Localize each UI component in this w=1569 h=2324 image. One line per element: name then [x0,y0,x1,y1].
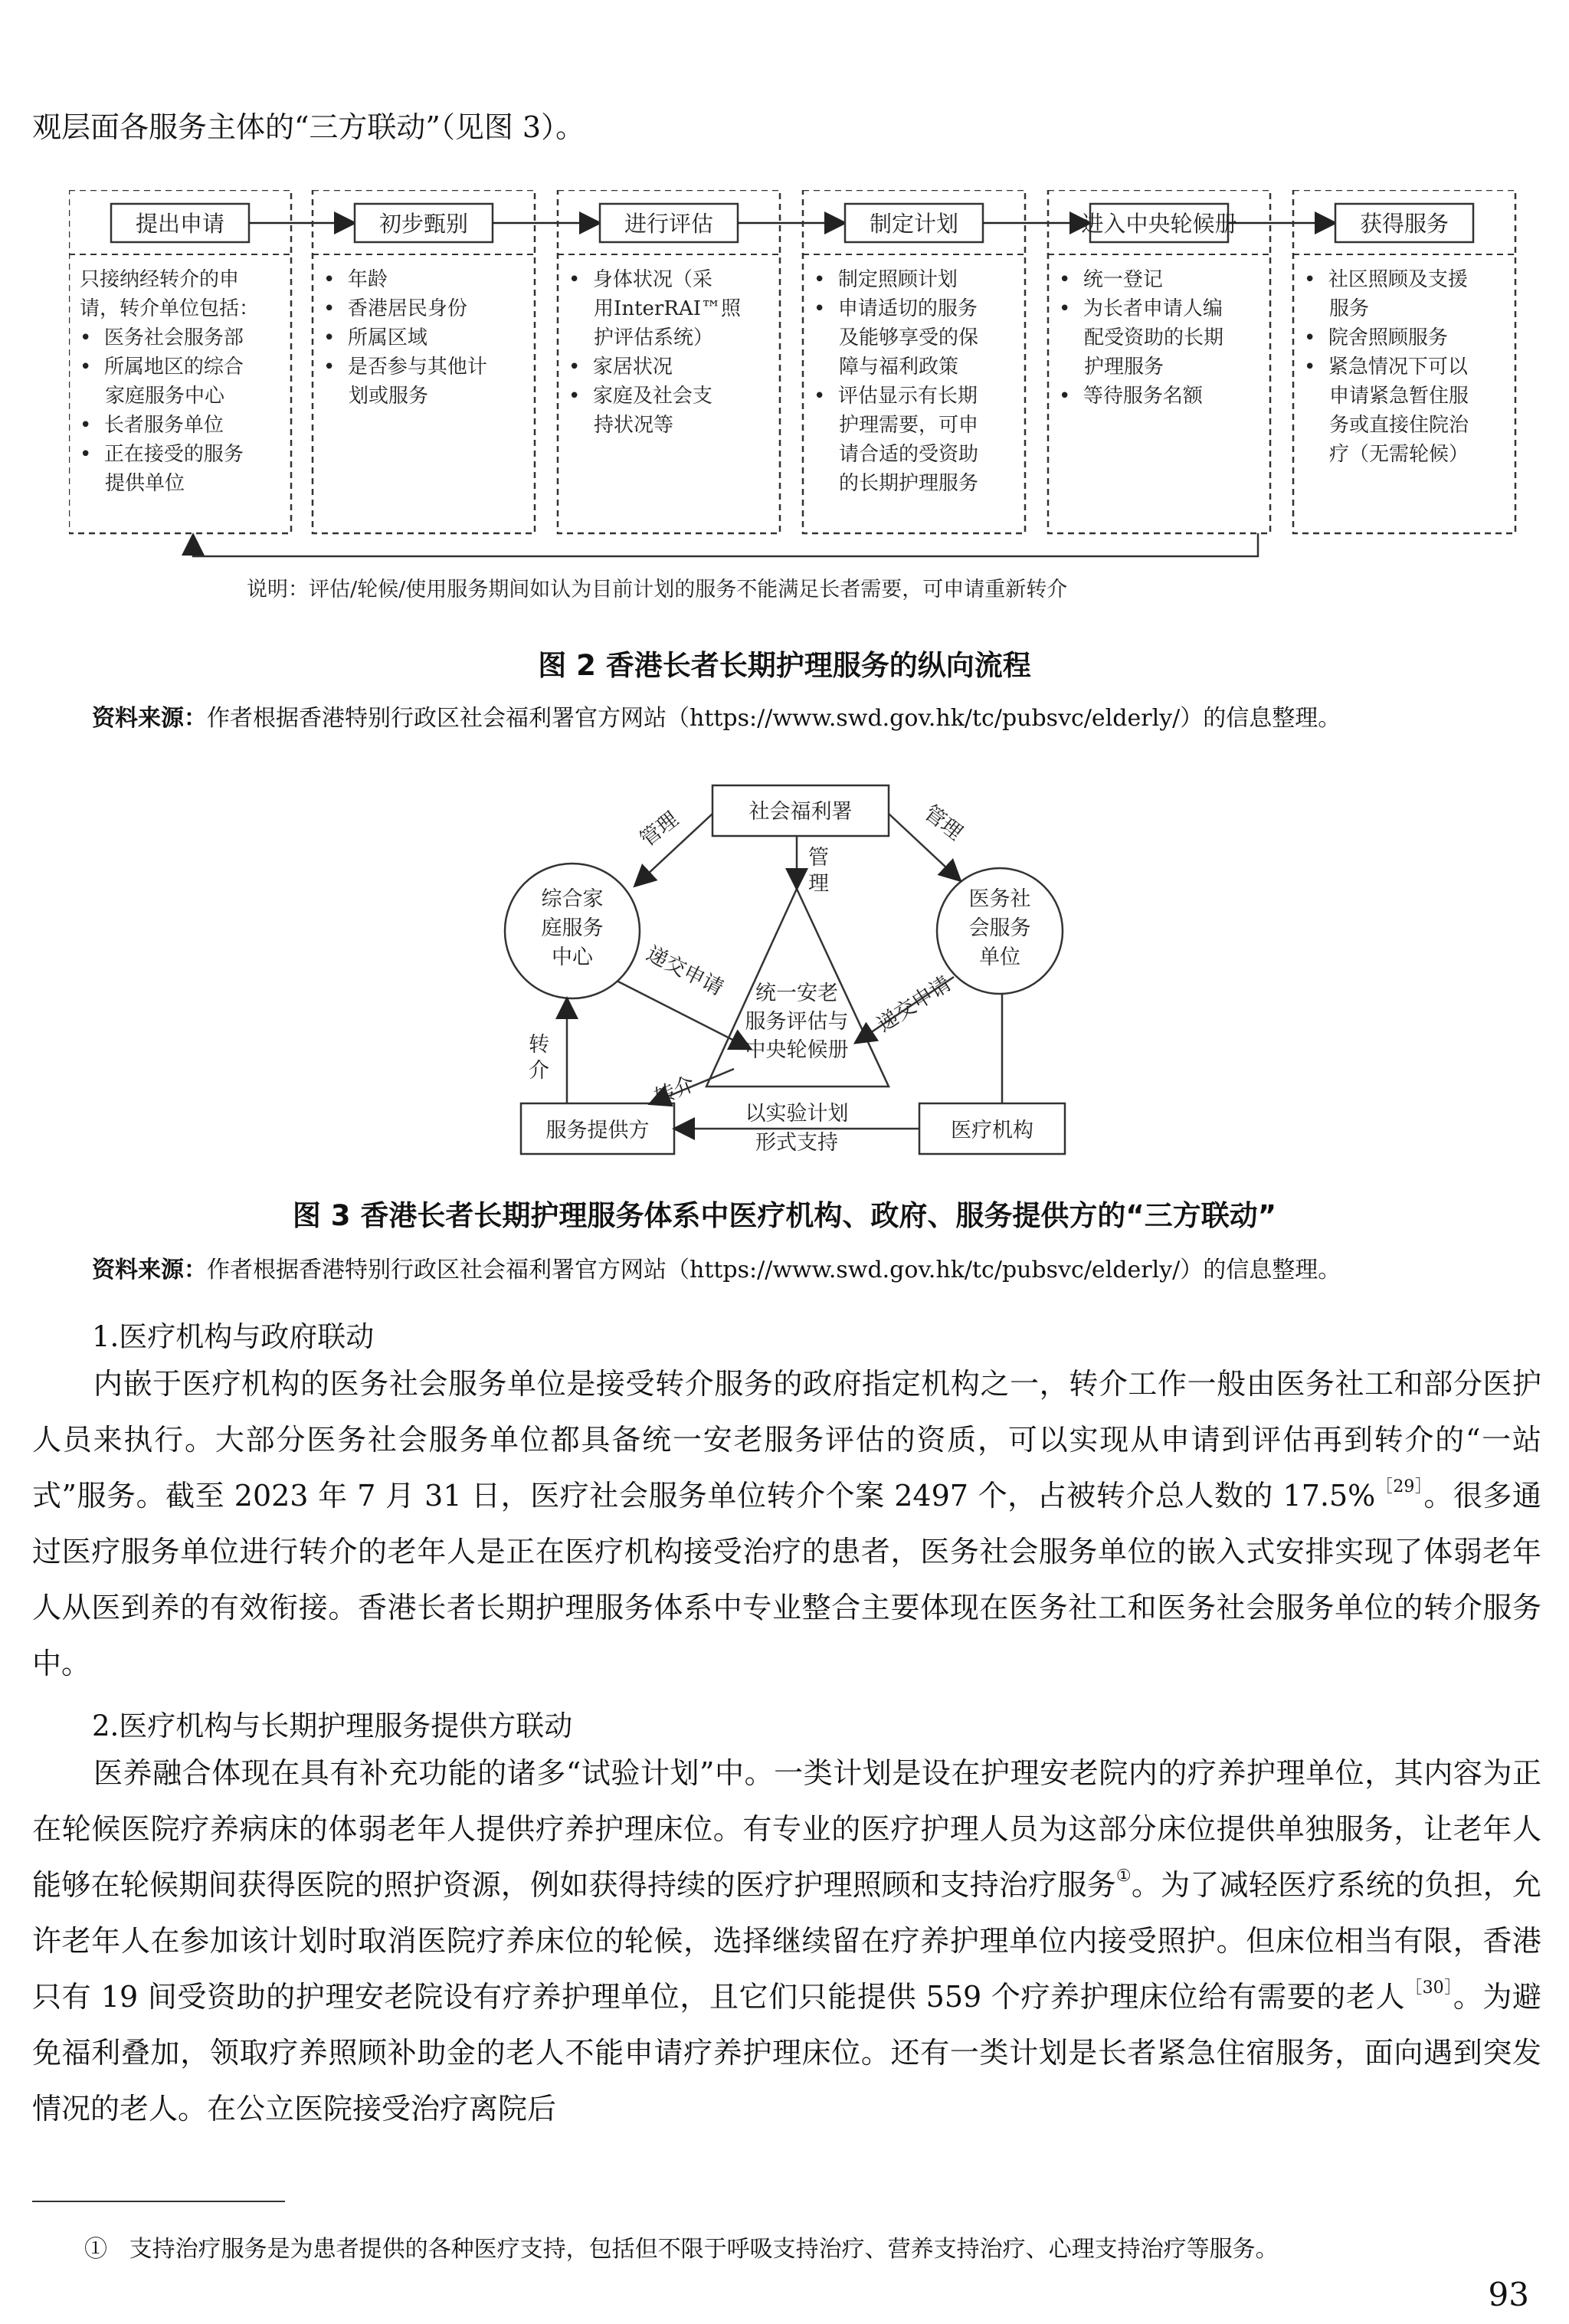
flow-step-6-line: 务或直接住院治 [1304,414,1469,437]
edge-label-referral-tri: 转介 [650,1072,699,1110]
edge-label-referral-left-2: 介 [529,1059,549,1083]
flow-step-5-line: • 等待服务名额 [1059,385,1203,408]
figure2-flowchart [69,190,1517,619]
page-number: 93 [1488,2276,1529,2313]
edge-label-pilot-2: 形式支持 [755,1131,838,1155]
footnote-number: ① [84,2236,107,2263]
flow-step-5-line: • 统一登记 [1059,268,1163,291]
figure3-diagram [490,774,1119,1180]
section1-heading: 1.医疗机构与政府联动 [92,1320,375,1353]
flow-step-5-line: 配受资助的长期 [1059,326,1224,349]
node-ifsc-label-1: 综合家 [541,887,604,911]
flow-step-3-line: 护评估系统） [568,326,714,349]
section2-text-a: 医养融合体现在具有补充功能的诸多“试验计划”中。一类计划是设在护理安老院内的疗养护理单位，其内容为正在轮候医院疗养病床的体弱老年人提供疗养护理床位。有专业的医疗护理人员为这部分床位提供单独服务，让老年人能够在轮候期间获得医院的照护资源，例如获得持续的医疗护理照顾和支持治疗服务 [32,1756,1541,1902]
footnote-rule [32,2201,285,2202]
node-mss-label-3: 单位 [979,946,1020,969]
section1-text-a: 内嵌于医疗机构的医务社会服务单位是接受转介服务的政府指定机构之一，转介工作一般由医务社工和部分医护人员来执行。大部分医务社会服务单位都具备统一安老服务评估的资质，可以实现从申请到评估再到转介的“一站式”服务。截至 2023 年 7 月 31 日，医疗社会服务单位转介个案 2497 个，占被转介总人数的 17.5% [32,1367,1541,1513]
flow-step-5-line: • 为长者申请人编 [1059,297,1223,320]
edge-label-referral-left-1: 转 [529,1033,549,1057]
feedback-loop-line [193,533,1258,556]
node-ifsc-label-2: 庭服务 [541,916,604,940]
section1-text-b: 。很多通过医疗服务单位进行转介的老年人是正在医疗机构接受治疗的患者，医务社会服务单位的嵌入式安排实现了体弱老年人从医到养的有效衔接。香港长者长期护理服务体系中专业整合主要体现在医务社工和医务社会服务单位的转介服务中。 [32,1479,1541,1680]
flow-step-1-line: 只接纳经转介的申 [80,268,240,291]
footnote-mark: ① [1115,1867,1132,1886]
section2-text-b: 。为了减轻医疗系统的负担，允许老年人在参加该计划时取消医院疗养床位的轮候，选择继续留在疗养护理单位内接受照护。但床位相当有限，香港只有 19 间受资助的护理安老院设有疗养护理单位，且它们只能提供 559 个疗养护理床位给有需要的老人 [32,1868,1541,2014]
figure3-source-label: 资料来源： [92,1257,207,1283]
flow-step-2-line: • 年龄 [323,268,388,291]
flow-step-6-line: 申请紧急暂住服 [1304,385,1469,408]
node-medical-label: 医疗机构 [951,1119,1033,1142]
flow-step-5-line: 护理服务 [1059,356,1164,379]
figure2-source-text: 作者根据香港特别行政区社会福利署官方网站（https://www.swd.gov.hk/tc/pubsvc/elderly/）的信息整理。 [207,705,1341,732]
flow-step-title-1: 提出申请 [135,211,225,237]
flow-step-3-line: 持状况等 [568,414,674,437]
flow-step-1-line: 提供单位 [80,472,185,495]
figure2-source [92,699,1341,733]
figure2-source-label: 资料来源： [92,705,207,732]
node-mss-label-1: 医务社 [968,887,1031,911]
section2-heading: 2.医疗机构与长期护理服务提供方联动 [92,1709,573,1742]
node-mss-label-2: 会服务 [968,916,1031,940]
flow-step-3-line: • 家居状况 [568,356,673,379]
flow-step-3-line: 用InterRAI™照 [568,297,741,320]
flow-step-4-line: 障与福利政策 [814,356,959,379]
edge-label-submit-left: 递交申请 [642,941,727,1001]
section2-paragraph [32,1745,1541,2137]
figure2-note: 说明：评估/轮候/使用服务期间如认为目前计划的服务不能满足长者需要，可申请重新转介 [247,578,1068,601]
flow-step-4-line: • 评估显示有长期 [814,385,978,408]
flow-step-1-line: • 长者服务单位 [80,414,224,437]
flow-step-4-line: • 申请适切的服务 [814,297,978,320]
flow-step-1-line: 家庭服务中心 [80,385,225,408]
flow-step-6-line: 疗（无需轮候） [1304,443,1469,466]
flow-step-title-5: 进入中央轮候册 [1081,211,1237,237]
flow-step-1-line: • 所属地区的综合 [80,356,244,379]
flow-step-2-line: • 所属区域 [323,326,427,349]
flow-step-2-line: • 是否参与其他计 [323,356,487,379]
figure3-caption: 图 3 香港长者长期护理服务体系中医疗机构、政府、服务提供方的“三方联动” [292,1199,1277,1232]
flow-step-title-4: 制定计划 [869,211,959,237]
flow-step-1-line: 请，转介单位包括： [80,297,260,320]
node-swd-label: 社会福利署 [748,800,853,824]
flow-step-4-line: • 制定照顾计划 [814,268,958,291]
intro-line: 观层面各服务主体的“三方联动”（见图 3）。 [32,110,585,144]
figure3-source [92,1251,1341,1284]
figure3-source-text: 作者根据香港特别行政区社会福利署官方网站（https://www.swd.gov.hk/tc/pubsvc/elderly/）的信息整理。 [207,1257,1341,1283]
edge-label-manage-mid-1: 管 [808,846,829,870]
edge-label-manage-left: 管理 [635,807,683,852]
citation-29: ［29］ [1375,1477,1424,1496]
edge-label-manage-mid-2: 理 [808,872,829,896]
figure2-caption: 图 2 香港长者长期护理服务的纵向流程 [538,649,1031,682]
citation-30: ［30］ [1405,1978,1453,1998]
node-center-label-3: 中央轮候册 [745,1038,849,1062]
flow-step-2-line: • 香港居民身份 [323,297,467,320]
section1-paragraph [32,1356,1541,1692]
flow-step-6-line: • 紧急情况下可以 [1304,356,1468,379]
flow-step-6-line: • 社区照顾及支援 [1304,268,1468,291]
flow-step-6-line: 服务 [1304,297,1370,320]
node-center-label-2: 服务评估与 [745,1010,849,1034]
flow-step-4-line: 及能够享受的保 [814,326,979,349]
flow-step-1-line: • 正在接受的服务 [80,443,244,466]
flow-step-3-line: • 家庭及社会支 [568,385,712,408]
node-ifsc-label-3: 中心 [552,946,593,969]
flow-step-2-line: 划或服务 [323,385,429,408]
section2-text-c: 。为避免福利叠加，领取疗养照顾补助金的老人不能申请疗养护理床位。还有一类计划是长者紧急住宿服务，面向遇到突发情况的老人。在公立医院接受治疗离院后 [32,1980,1541,2126]
edge-label-submit-right: 递交申请 [873,972,955,1037]
flow-step-4-line: 请合适的受资助 [814,443,979,466]
edge-label-manage-right: 管理 [919,801,967,845]
footnote [84,2230,1279,2263]
flow-step-6-line: • 院舍照顾服务 [1304,326,1448,349]
flow-step-4-line: 护理需要，可申 [814,414,979,437]
flow-step-title-3: 进行评估 [624,211,714,237]
edge-label-pilot-1: 以实验计划 [745,1102,849,1126]
node-provider-label: 服务提供方 [545,1119,650,1142]
edge-ifsc-to-center [617,981,749,1048]
node-center-label-1: 统一安老 [755,982,838,1005]
flow-step-title-2: 初步甄别 [378,211,469,237]
flow-step-title-6: 获得服务 [1359,211,1449,237]
flow-step-4-line: 的长期护理服务 [814,472,979,495]
footnote-text: 支持治疗服务是为患者提供的各种医疗支持，包括但不限于呼吸支持治疗、营养支持治疗、心理支持治疗等服务。 [129,2236,1279,2263]
flow-step-1-line: • 医务社会服务部 [80,326,244,349]
flow-step-3-line: • 身体状况（采 [568,268,712,291]
